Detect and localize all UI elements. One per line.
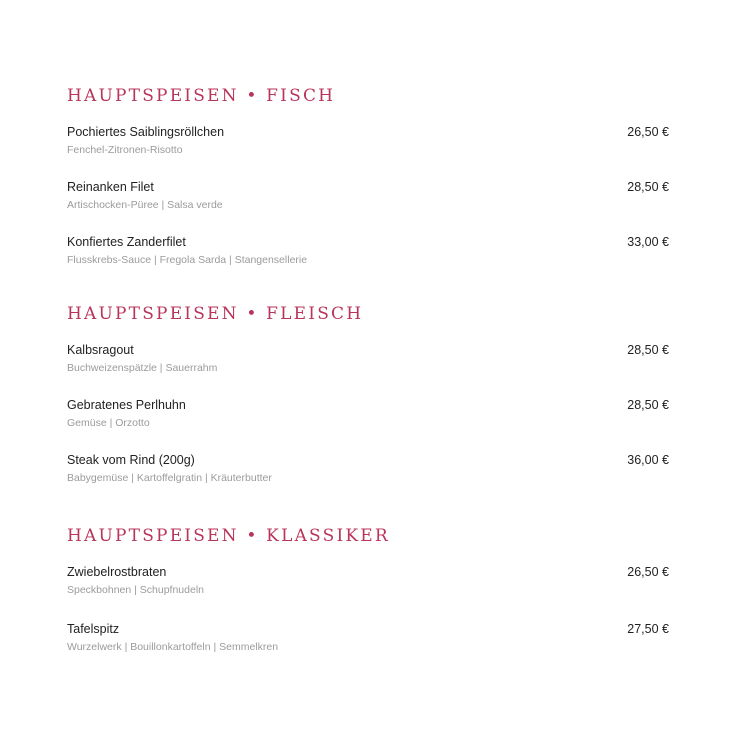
dish-description: Wurzelwerk | Bouillonkartoffeln | Semmelkren — [67, 641, 279, 653]
section-fisch — [67, 84, 669, 289]
dish-price: 28,50 € — [627, 398, 669, 412]
menu-page — [67, 84, 669, 678]
dish-price: 28,50 € — [627, 343, 669, 357]
menu-item — [67, 397, 669, 452]
menu-item — [67, 452, 669, 507]
dish-description: Artischocken-Püree | Salsa verde — [67, 199, 223, 211]
dish-description: Fenchel-Zitronen-Risotto — [67, 144, 183, 156]
dish-description: Speckbohnen | Schupfnudeln — [67, 584, 205, 596]
menu-items — [67, 342, 669, 507]
menu-item — [67, 179, 669, 234]
dish-description: Babygemüse | Kartoffelgratin | Kräuterbutter — [67, 472, 272, 484]
section-title: HAUPTSPEISEN • FISCH — [67, 86, 336, 106]
section-klassiker — [67, 524, 669, 678]
dish-description: Gemüse | Orzotto — [67, 417, 150, 429]
section-fleisch — [67, 302, 669, 507]
dish-description: Buchweizenspätzle | Sauerrahm — [67, 362, 218, 374]
dish-name: Steak vom Rind (200g) — [67, 453, 195, 467]
dish-name: Tafelspitz — [67, 622, 120, 636]
dish-name: Kalbsragout — [67, 343, 134, 357]
menu-items — [67, 564, 669, 678]
dish-name: Reinanken Filet — [67, 180, 154, 194]
dish-price: 33,00 € — [627, 235, 669, 249]
menu-items — [67, 124, 669, 289]
menu-item — [67, 621, 669, 678]
menu-item — [67, 564, 669, 621]
dish-price: 26,50 € — [627, 565, 669, 579]
dish-name: Pochiertes Saiblingsröllchen — [67, 125, 225, 139]
menu-item — [67, 234, 669, 289]
dish-description: Flusskrebs-Sauce | Fregola Sarda | Stangensellerie — [67, 254, 308, 266]
dish-price: 27,50 € — [627, 622, 669, 636]
section-title: HAUPTSPEISEN • KLASSIKER — [67, 526, 390, 546]
dish-name: Zwiebelrostbraten — [67, 565, 167, 579]
dish-price: 26,50 € — [627, 125, 669, 139]
dish-price: 36,00 € — [627, 453, 669, 467]
dish-name: Gebratenes Perlhuhn — [67, 398, 186, 412]
menu-item — [67, 342, 669, 397]
dish-price: 28,50 € — [627, 180, 669, 194]
dish-name: Konfiertes Zanderfilet — [67, 235, 186, 249]
section-title: HAUPTSPEISEN • FLEISCH — [67, 304, 364, 324]
menu-item — [67, 124, 669, 179]
